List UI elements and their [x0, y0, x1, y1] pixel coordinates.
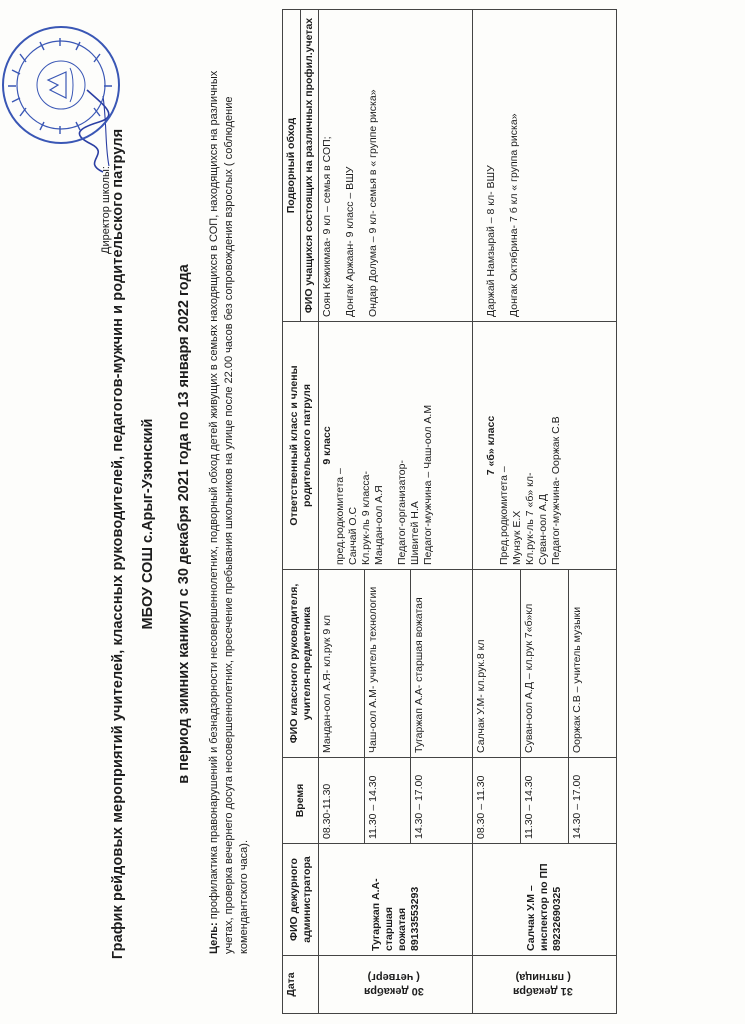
- patrol-line: Суван-оол А.Д: [537, 494, 549, 565]
- patrol-line: Мандан-оол А.Я: [373, 485, 385, 565]
- header-date: Дата: [283, 956, 319, 1014]
- patrol-class: 7 «б» класс: [485, 415, 497, 476]
- time-cell: 08.30-11.30: [319, 758, 365, 844]
- patrol-cell: [319, 322, 473, 570]
- weekday-label: ( четверг): [367, 971, 420, 984]
- date-label: 31 декабря: [512, 985, 573, 998]
- admin-line: старшая: [382, 907, 395, 951]
- date-cell: [473, 956, 617, 1014]
- goal-text: профилактика правонарушений и безнадзорности несовершеннолетних, подворный обход детей живущих в семьях находящихся в СОП, находящихся на различных учетах, проверка вечернего досуга несовершеннолетних, пресечение пребывания школьников на улице после 22.00 часов без сопровождения взрослых ( соблюдение комендантского часа).: [208, 70, 250, 954]
- goal-paragraph: [207, 54, 252, 954]
- time-cell: 08.30 – 11.30: [473, 758, 521, 844]
- director-label: Директор школы:: [100, 166, 112, 254]
- table-row: [473, 10, 521, 1014]
- students-cell: [473, 10, 617, 322]
- teacher-cell: Салчак У.М- кл.рук.8 кл: [473, 570, 521, 758]
- header-teacher: ФИО классного руководителя, учителя-предметника: [283, 570, 319, 758]
- time-cell: 14.30 – 17.00: [411, 758, 473, 844]
- document-title-period: в период зимних каникул с 30 декабря 2021 года по 13 января 2022 года: [176, 264, 192, 784]
- teacher-cell: Мандан-оол А.Я- кл.рук 9 кл: [319, 570, 365, 758]
- table-header-row: [283, 10, 301, 1014]
- date-label: 30 декабря: [363, 985, 424, 998]
- admin-phone: 89232690325: [551, 886, 563, 951]
- admin-line: вожатая: [395, 907, 408, 951]
- student-entry: Соян Кежикмаа- 9 кл – семья в СОП;: [321, 136, 333, 317]
- teacher-cell: Суван-оол А.Д – кл.рук 7«б»кл: [521, 570, 569, 758]
- student-entry: Донгак Октябрина- 7 б кл « группа риска»: [508, 113, 520, 317]
- table-row: [319, 10, 365, 1014]
- patrol-line: Пред.родкомитета –: [498, 466, 510, 565]
- admin-cell: [319, 844, 473, 956]
- date-cell: [319, 956, 473, 1014]
- patrol-line: Кл.рук-ль 9 класса-: [360, 470, 372, 565]
- header-patrol: Ответственный класс и члены родительского патруля: [283, 322, 319, 570]
- patrol-class: 9 класс: [321, 426, 333, 465]
- time-cell: 14.30 – 17.00: [569, 758, 617, 844]
- header-time: Время: [283, 758, 319, 844]
- schedule-table: [282, 9, 617, 1014]
- admin-phone: 89133553293: [408, 886, 421, 951]
- patrol-line: Педагог-организатор-: [396, 460, 408, 565]
- goal-label: Цель:: [208, 922, 220, 954]
- patrol-line: Мунзук Е.Х: [511, 510, 523, 565]
- admin-line: инспектор по ПП: [538, 863, 550, 951]
- student-entry: Донгак Аржаан- 9 класс – ВШУ: [344, 166, 356, 317]
- students-cell: [319, 10, 473, 322]
- admin-cell: [473, 844, 617, 956]
- weekday-label: ( пятница): [514, 971, 571, 984]
- admin-line: Салчак У.М –: [525, 885, 537, 951]
- header-admin: ФИО дежурного администратора: [283, 844, 319, 956]
- document-title-school: МБОУ СОШ с.Арыг-Узюнский: [140, 418, 156, 630]
- time-cell: 11.30 – 14.30: [365, 758, 411, 844]
- school-stamp-icon: [0, 24, 122, 146]
- teacher-cell: Ооржак С.В – учитель музыки: [569, 570, 617, 758]
- student-entry: Даржай Намзырай – 8 кл- ВШУ: [485, 165, 497, 317]
- header-door-to-door: Подворный обход: [283, 10, 301, 322]
- student-entry: Ондар Долума – 9 кл- семья в « группе риска»: [367, 89, 379, 317]
- teacher-cell: Чаш-оол А.М- учитель технологии: [365, 570, 411, 758]
- patrol-line: Педагог-мужчина- Ооржак С.В: [550, 416, 562, 565]
- patrol-line: Санчай О.С: [347, 506, 359, 565]
- admin-line: Тугаржап А.А-: [369, 878, 382, 951]
- teacher-cell: Тугаржап А.А- старшая вожатая: [411, 570, 473, 758]
- patrol-line: Кл.рук-ль 7 «б» кл-: [524, 472, 536, 565]
- time-cell: 11.30 – 14.30: [521, 758, 569, 844]
- header-students: ФИО учащихся состоящих на различных профил.учетах: [301, 10, 319, 322]
- patrol-line: Педагог-мужчина – Чаш-оол А.М: [422, 404, 434, 565]
- patrol-line: Шивитей Н.А: [409, 501, 421, 565]
- patrol-line: пред.родкомитета –: [334, 468, 346, 565]
- document-title-line1: График рейдовых мероприятий учителей, классных руководителей, педагогов-мужчин и родительского патруля: [110, 128, 126, 960]
- patrol-cell: [473, 322, 617, 570]
